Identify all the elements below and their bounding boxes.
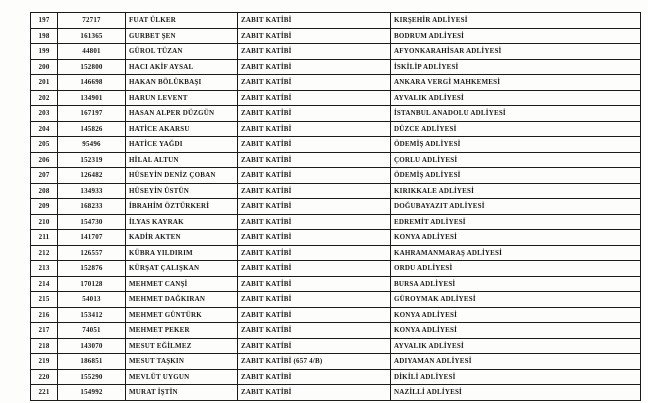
court-cell: ANKARA VERGİ MAHKEMESİ	[391, 75, 641, 91]
table-row	[31, 121, 641, 137]
name-cell: HAKAN BÖLÜKBAŞI	[126, 75, 238, 91]
title-cell: ZABIT KATİBİ	[238, 44, 391, 60]
name-cell: HÜSEYİN ÜSTÜN	[126, 183, 238, 199]
court-cell: BODRUM ADLİYESİ	[391, 28, 641, 44]
registry-number-cell: 54013	[58, 292, 126, 308]
title-cell: ZABIT KATİBİ (657 4/B)	[238, 354, 391, 370]
row-number-cell: 208	[31, 183, 58, 199]
table-row	[31, 354, 641, 370]
court-cell: KONYA ADLİYESİ	[391, 307, 641, 323]
title-cell: ZABIT KATİBİ	[238, 152, 391, 168]
name-cell: HACI AKİF AYSAL	[126, 59, 238, 75]
registry-number-cell: 95496	[58, 137, 126, 153]
table-row	[31, 292, 641, 308]
table-row	[31, 106, 641, 122]
court-cell: DOĞUBAYAZIT ADLİYESİ	[391, 199, 641, 215]
title-cell: ZABIT KATİBİ	[238, 245, 391, 261]
registry-number-cell: 143070	[58, 338, 126, 354]
name-cell: İBRAHİM ÖZTÜRKERİ	[126, 199, 238, 215]
registry-number-cell: 134933	[58, 183, 126, 199]
registry-number-cell: 152800	[58, 59, 126, 75]
row-number-cell: 198	[31, 28, 58, 44]
table-row	[31, 276, 641, 292]
table-row	[31, 152, 641, 168]
table-row	[31, 137, 641, 153]
court-cell: ORDU ADLİYESİ	[391, 261, 641, 277]
row-number-cell: 205	[31, 137, 58, 153]
row-number-cell: 211	[31, 230, 58, 246]
court-cell: EDREMİT ADLİYESİ	[391, 214, 641, 230]
court-cell: NAZİLLİ ADLİYESİ	[391, 385, 641, 401]
row-number-cell: 220	[31, 369, 58, 385]
title-cell: ZABIT KATİBİ	[238, 13, 391, 29]
row-number-cell: 197	[31, 13, 58, 29]
name-cell: MEHMET CANŞİ	[126, 276, 238, 292]
name-cell: MURAT İŞTİN	[126, 385, 238, 401]
name-cell: İLYAS KAYRAK	[126, 214, 238, 230]
name-cell: MEHMET GÜNTÜRK	[126, 307, 238, 323]
row-number-cell: 199	[31, 44, 58, 60]
row-number-cell: 203	[31, 106, 58, 122]
registry-number-cell: 154992	[58, 385, 126, 401]
name-cell: KÜRŞAT ÇALIŞKAN	[126, 261, 238, 277]
name-cell: FUAT ÜLKER	[126, 13, 238, 29]
title-cell: ZABIT KATİBİ	[238, 323, 391, 339]
court-cell: İSTANBUL ANADOLU ADLİYESİ	[391, 106, 641, 122]
registry-number-cell: 141707	[58, 230, 126, 246]
name-cell: KADİR AKTEN	[126, 230, 238, 246]
registry-number-cell: 153412	[58, 307, 126, 323]
table-row	[31, 245, 641, 261]
court-cell: KIRŞEHİR ADLİYESİ	[391, 13, 641, 29]
table-row	[31, 230, 641, 246]
name-cell: HÜSEYİN DENİZ ÇOBAN	[126, 168, 238, 184]
table-row	[31, 369, 641, 385]
table-row	[31, 338, 641, 354]
table-row	[31, 44, 641, 60]
row-number-cell: 218	[31, 338, 58, 354]
title-cell: ZABIT KATİBİ	[238, 183, 391, 199]
court-cell: DÜZCE ADLİYESİ	[391, 121, 641, 137]
court-cell: GÜROYMAK ADLİYESİ	[391, 292, 641, 308]
title-cell: ZABIT KATİBİ	[238, 261, 391, 277]
row-number-cell: 215	[31, 292, 58, 308]
court-cell: KIRIKKALE ADLİYESİ	[391, 183, 641, 199]
title-cell: ZABIT KATİBİ	[238, 292, 391, 308]
title-cell: ZABIT KATİBİ	[238, 307, 391, 323]
table-row	[31, 59, 641, 75]
title-cell: ZABIT KATİBİ	[238, 90, 391, 106]
court-cell: DİKİLİ ADLİYESİ	[391, 369, 641, 385]
registry-number-cell: 72717	[58, 13, 126, 29]
table-row	[31, 199, 641, 215]
row-number-cell: 210	[31, 214, 58, 230]
court-cell: ADIYAMAN ADLİYESİ	[391, 354, 641, 370]
table-row	[31, 261, 641, 277]
title-cell: ZABIT KATİBİ	[238, 75, 391, 91]
row-number-cell: 217	[31, 323, 58, 339]
name-cell: MEVLÜT UYGUN	[126, 369, 238, 385]
title-cell: ZABIT KATİBİ	[238, 214, 391, 230]
table-row	[31, 168, 641, 184]
court-cell: AFYONKARAHİSAR ADLİYESİ	[391, 44, 641, 60]
registry-number-cell: 161365	[58, 28, 126, 44]
name-cell: HASAN ALPER DÜZGÜN	[126, 106, 238, 122]
registry-number-cell: 167197	[58, 106, 126, 122]
table-row	[31, 214, 641, 230]
table-row	[31, 307, 641, 323]
title-cell: ZABIT KATİBİ	[238, 28, 391, 44]
title-cell: ZABIT KATİBİ	[238, 199, 391, 215]
name-cell: KÜBRA YILDIRIM	[126, 245, 238, 261]
table-row	[31, 90, 641, 106]
title-cell: ZABIT KATİBİ	[238, 121, 391, 137]
row-number-cell: 207	[31, 168, 58, 184]
registry-number-cell: 146698	[58, 75, 126, 91]
name-cell: HİLAL ALTUN	[126, 152, 238, 168]
name-cell: HARUN LEVENT	[126, 90, 238, 106]
court-cell: BURSA ADLİYESİ	[391, 276, 641, 292]
table-row	[31, 385, 641, 401]
name-cell: MEHMET PEKER	[126, 323, 238, 339]
title-cell: ZABIT KATİBİ	[238, 338, 391, 354]
row-number-cell: 202	[31, 90, 58, 106]
registry-number-cell: 186851	[58, 354, 126, 370]
court-cell: ÇORLU ADLİYESİ	[391, 152, 641, 168]
row-number-cell: 219	[31, 354, 58, 370]
row-number-cell: 221	[31, 385, 58, 401]
row-number-cell: 206	[31, 152, 58, 168]
appointments-table-body	[31, 13, 641, 401]
row-number-cell: 212	[31, 245, 58, 261]
table-row	[31, 75, 641, 91]
table-row	[31, 183, 641, 199]
row-number-cell: 216	[31, 307, 58, 323]
court-cell: İSKİLİP ADLİYESİ	[391, 59, 641, 75]
registry-number-cell: 152876	[58, 261, 126, 277]
registry-number-cell: 126557	[58, 245, 126, 261]
table-row	[31, 28, 641, 44]
registry-number-cell: 152319	[58, 152, 126, 168]
title-cell: ZABIT KATİBİ	[238, 230, 391, 246]
court-cell: ÖDEMİŞ ADLİYESİ	[391, 137, 641, 153]
registry-number-cell: 134901	[58, 90, 126, 106]
name-cell: MESUT EĞİLMEZ	[126, 338, 238, 354]
title-cell: ZABIT KATİBİ	[238, 59, 391, 75]
row-number-cell: 213	[31, 261, 58, 277]
name-cell: HATİCE AKARSU	[126, 121, 238, 137]
court-cell: AYVALIK ADLİYESİ	[391, 90, 641, 106]
court-cell: KAHRAMANMARAŞ ADLİYESİ	[391, 245, 641, 261]
title-cell: ZABIT KATİBİ	[238, 369, 391, 385]
title-cell: ZABIT KATİBİ	[238, 137, 391, 153]
court-cell: AYVALIK ADLİYESİ	[391, 338, 641, 354]
table-row	[31, 13, 641, 29]
name-cell: HATİCE YAĞDI	[126, 137, 238, 153]
court-cell: KONYA ADLİYESİ	[391, 323, 641, 339]
registry-number-cell: 155290	[58, 369, 126, 385]
registry-number-cell: 145826	[58, 121, 126, 137]
row-number-cell: 200	[31, 59, 58, 75]
registry-number-cell: 44801	[58, 44, 126, 60]
registry-number-cell: 154730	[58, 214, 126, 230]
name-cell: GÜROL TÜZAN	[126, 44, 238, 60]
title-cell: ZABIT KATİBİ	[238, 276, 391, 292]
registry-number-cell: 168233	[58, 199, 126, 215]
registry-number-cell: 74051	[58, 323, 126, 339]
registry-number-cell: 170128	[58, 276, 126, 292]
row-number-cell: 214	[31, 276, 58, 292]
table-row	[31, 323, 641, 339]
registry-number-cell: 126482	[58, 168, 126, 184]
title-cell: ZABIT KATİBİ	[238, 168, 391, 184]
row-number-cell: 201	[31, 75, 58, 91]
appointments-table	[30, 12, 641, 401]
court-cell: KONYA ADLİYESİ	[391, 230, 641, 246]
name-cell: MESUT TAŞKIN	[126, 354, 238, 370]
title-cell: ZABIT KATİBİ	[238, 385, 391, 401]
name-cell: GURBET ŞEN	[126, 28, 238, 44]
row-number-cell: 209	[31, 199, 58, 215]
court-cell: ÖDEMİŞ ADLİYESİ	[391, 168, 641, 184]
row-number-cell: 204	[31, 121, 58, 137]
name-cell: MEHMET DAĞKIRAN	[126, 292, 238, 308]
title-cell: ZABIT KATİBİ	[238, 106, 391, 122]
